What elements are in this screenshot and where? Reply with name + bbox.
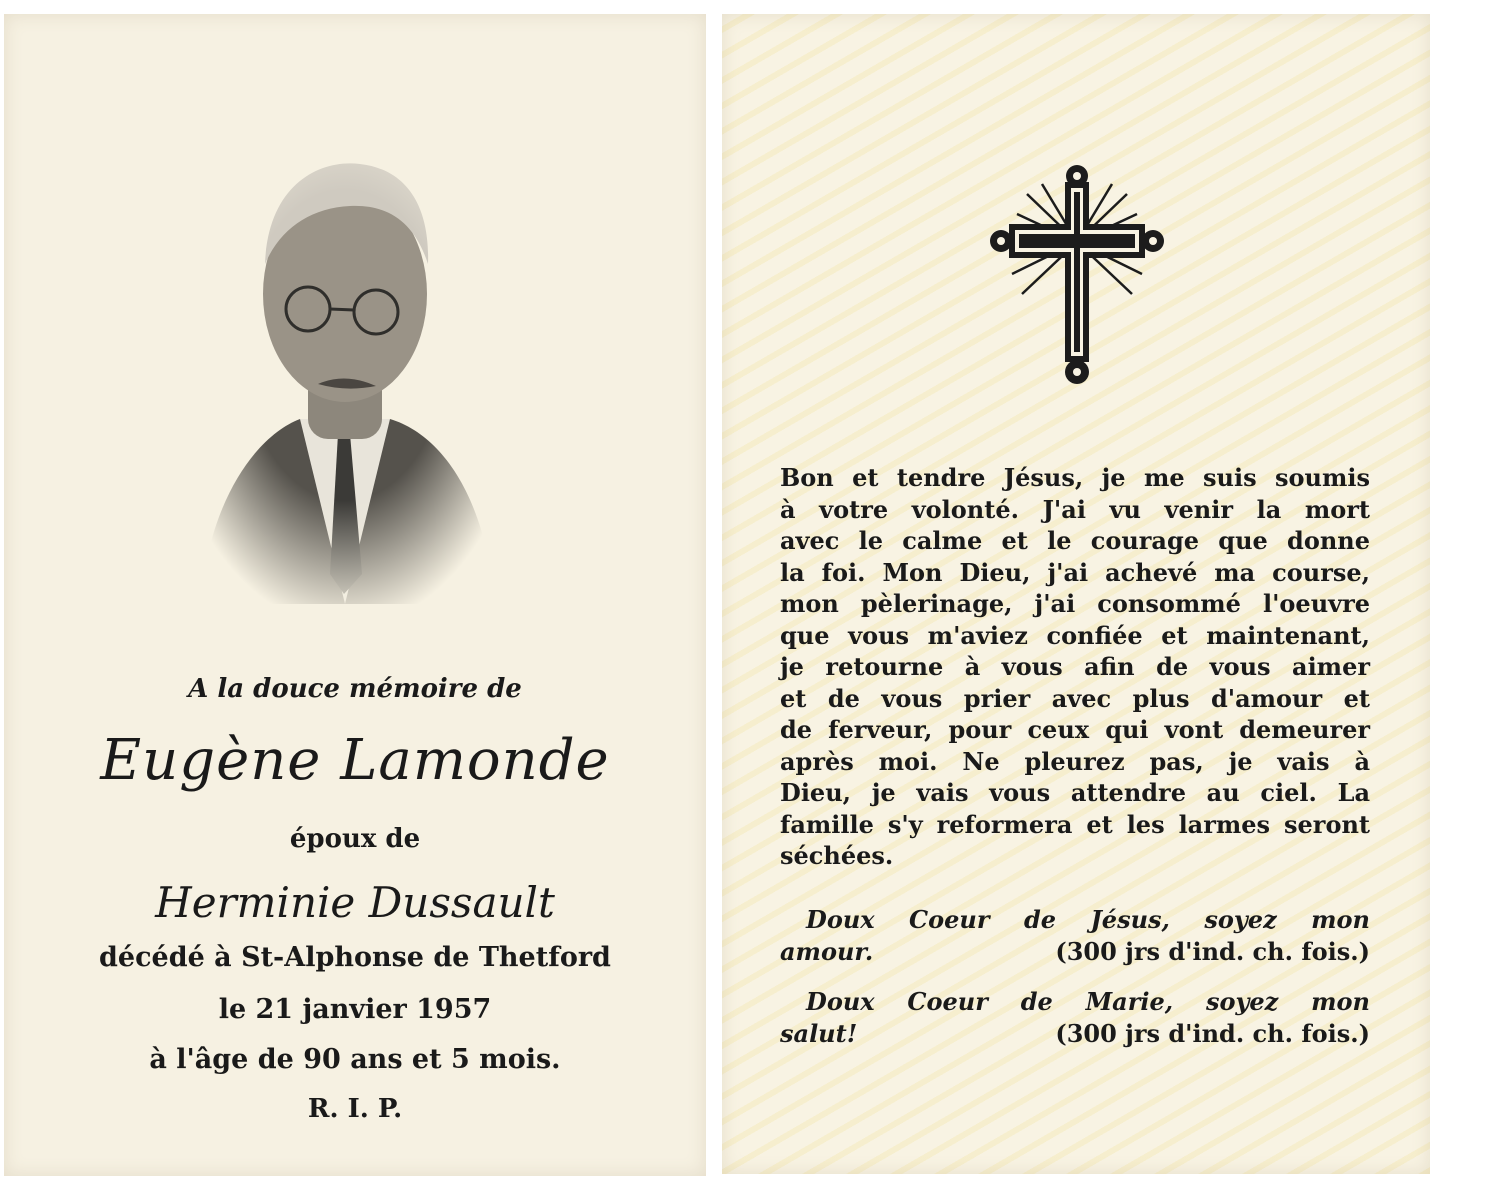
prayer-line: avec le calme et le courage que donne [780, 526, 1370, 555]
prayer-line: Dieu, je vais vous attendre au ciel. La [780, 778, 1370, 807]
front-card [4, 14, 706, 1176]
indulgence-note: (300 jrs d'ind. ch. fois.) [1055, 937, 1370, 966]
invocation-line: Doux Coeur de Jésus, soyez mon [806, 905, 1370, 934]
death-place: décédé à St-Alphonse de Thetford [99, 942, 611, 973]
invocation-jesus [780, 904, 1370, 968]
invocation-line: Doux Coeur de Marie, soyez mon [806, 987, 1370, 1016]
indulgence-note: (300 jrs d'ind. ch. fois.) [1055, 1019, 1370, 1048]
invocation-ending: amour. [780, 937, 874, 966]
rip-text: R. I. P. [307, 1094, 403, 1124]
prayer-line: séchées. [780, 841, 894, 870]
invocation-marie [780, 986, 1370, 1050]
memory-line: A la douce mémoire de [188, 674, 522, 704]
age-at-death: à l'âge de 90 ans et 5 mois. [149, 1044, 561, 1075]
spouse-of-label: époux de [289, 824, 421, 854]
prayer-line: de ferveur, pour ceux qui vont demeurer [780, 715, 1370, 744]
prayer-text [780, 462, 1370, 872]
prayer-line: je retourne à vous afin de vous aimer [780, 652, 1370, 681]
back-card [722, 14, 1430, 1174]
portrait-photo [190, 134, 500, 604]
deceased-name: Eugène Lamonde [100, 728, 610, 793]
prayer-line: la foi. Mon Dieu, j'ai achevé ma course, [780, 557, 1370, 587]
prayer-line: famille s'y reformera et les larmes seront [780, 809, 1370, 839]
prayer-line: que vous m'aviez confiée et maintenant, [780, 620, 1370, 650]
invocation-ending: salut! [780, 1019, 858, 1048]
prayer-line: Bon et tendre Jésus, je me suis soumis [780, 463, 1370, 492]
prayer-line: mon pèlerinage, j'ai consommé l'oeuvre [780, 589, 1370, 618]
prayer-line: après moi. Ne pleurez pas, je vais à [780, 746, 1370, 776]
cross-icon [987, 164, 1167, 394]
prayer-line: à votre volonté. J'ai vu venir la mort [780, 494, 1370, 524]
spouse-name: Herminie Dussault [155, 878, 555, 927]
death-date: le 21 janvier 1957 [218, 994, 492, 1025]
prayer-line: et de vous prier avec plus d'amour et [780, 683, 1370, 713]
